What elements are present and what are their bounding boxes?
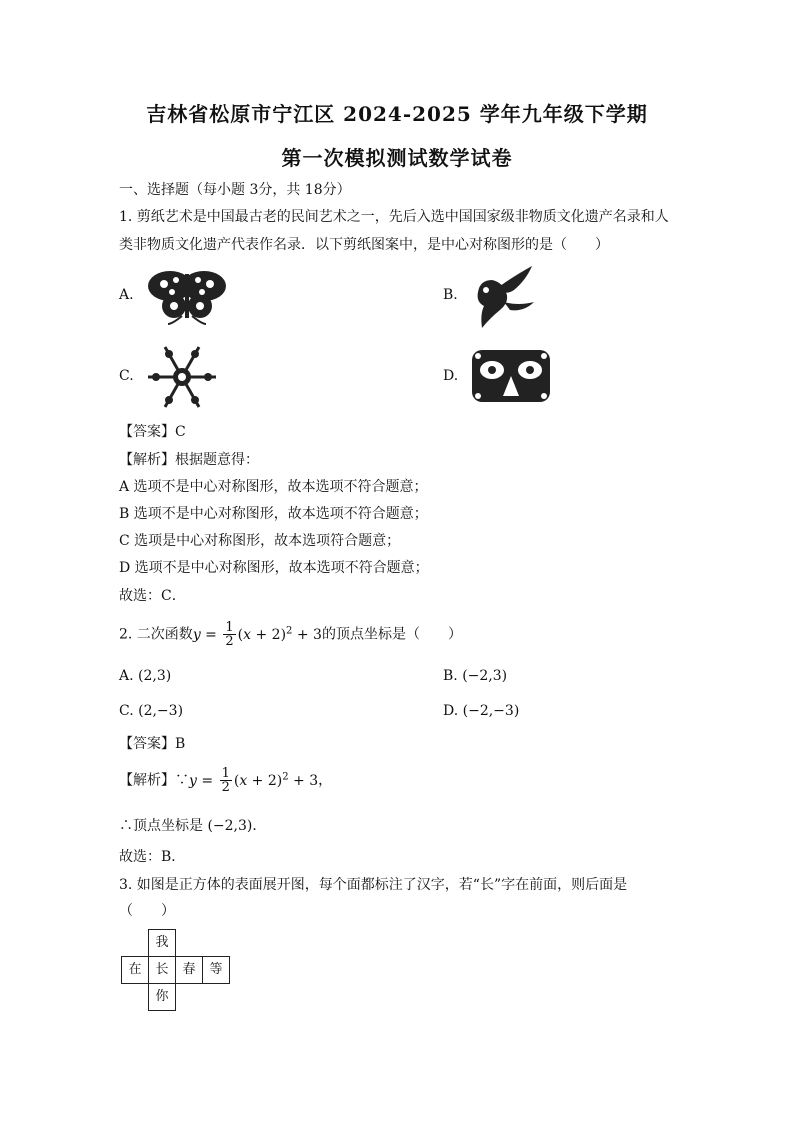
q1-stem-line-2: 类非物质文化遗产代表作名录．以下剪纸图案中，是中心对称图形的是（ ） [119, 237, 609, 253]
q1-choose: 故选：C． [119, 588, 186, 604]
q2-option-b: B. (−2,3) [443, 668, 508, 684]
q3-stem-line-2: （ ） [119, 903, 175, 919]
title-line-1: 吉林省松原市宁江区 2024-2025 学年九年级下学期 [146, 102, 648, 126]
cube-net-cell: 在 [121, 956, 149, 984]
q1-analysis-c: C 选项是中心对称图形，故本选项符合题意； [119, 533, 401, 549]
q2-vertex: ∴顶点坐标是 (−2,3)． [119, 818, 267, 834]
q3-stem-line-1: 3. 如图是正方体的表面展开图，每个面都标注了汉字，若“长”字在前面，则后面是 [119, 877, 628, 893]
section-heading: 一、选择题（每小题 3分，共 18分） [119, 182, 351, 198]
q2-choose: 故选：B． [119, 849, 186, 865]
cube-net-cell: 等 [202, 956, 230, 984]
q1-analysis-label: 【解析】根据题意得： [119, 452, 259, 468]
q2-analysis-formula: y = $\frac{1}{2}$ $(x + 2)^2 + 3$ [189, 766, 319, 796]
swallow-papercut-image [470, 262, 538, 332]
q2-stem [119, 616, 462, 650]
q2-option-c: C. (2,−3) [119, 703, 184, 719]
q1-analysis-d: D 选项不是中心对称图形，故本选项不符合题意； [119, 560, 429, 576]
cube-net-cell: 长 [148, 956, 176, 984]
q1-option-b-label: B. [443, 287, 458, 303]
butterfly-papercut-image [142, 266, 232, 326]
q1-option-a-label: A. [119, 287, 134, 303]
q1-analysis-b: B 选项不是中心对称图形，故本选项不符合题意； [119, 506, 428, 522]
cube-net-cell: 我 [148, 929, 176, 957]
q1-option-c-label: C. [119, 368, 134, 384]
snowflake-papercut-image [144, 342, 220, 412]
cube-net-cell: 春 [175, 956, 203, 984]
q2-analysis-tail: ， [318, 772, 333, 789]
fish-papercut-image [470, 346, 552, 406]
q2-analysis [119, 762, 332, 796]
q1-option-d-label: D. [443, 368, 459, 384]
q2-stem-suffix: 的顶点坐标是（ ） [321, 626, 462, 643]
q2-formula: y = $\frac{1}{2}$ $(x + 2)^2 + 3$ [192, 620, 322, 650]
q2-option-a: A. (2,3) [119, 668, 172, 684]
q1-stem-line-1: 1. 剪纸艺术是中国最古老的民间艺术之一，先后入选中国国家级非物质文化遗产名录和人 [119, 209, 669, 225]
q2-answer: 【答案】B [119, 736, 186, 752]
q1-analysis-a: A 选项不是中心对称图形，故本选项不符合题意； [119, 479, 428, 495]
q2-stem-prefix: 2. 二次函数 [119, 626, 193, 643]
title-line-2: 第一次模拟测试数学试卷 [281, 146, 513, 170]
cube-net-cell: 你 [148, 983, 176, 1011]
q1-answer: 【答案】C [119, 424, 186, 440]
q2-analysis-label: 【解析】∵ [119, 772, 189, 789]
q2-option-d: D. (−2,−3) [443, 703, 520, 719]
